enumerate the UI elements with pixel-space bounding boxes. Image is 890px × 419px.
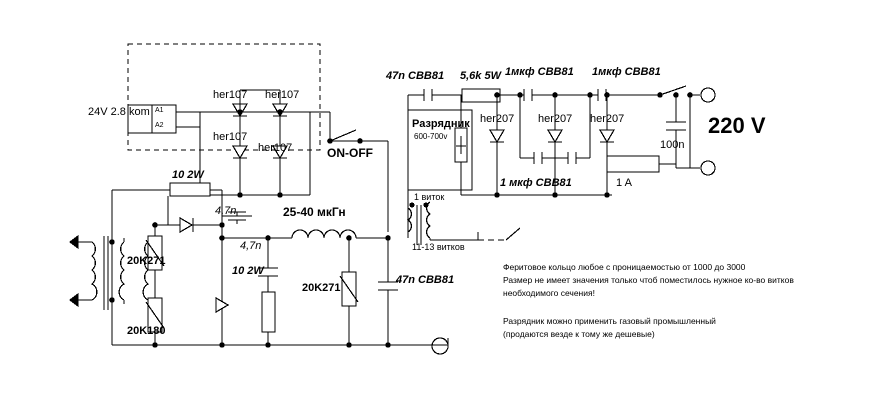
label-cap-1mkf-top-1: 1мкф CBB81 (505, 66, 574, 78)
input-connector (70, 236, 92, 306)
label-cap-47n-top: 47n CBB81 (386, 70, 445, 82)
label-her107-d: her107 (258, 142, 293, 154)
label-r-10-2w-bottom: 10 2W (232, 265, 264, 277)
coil-primary (92, 242, 97, 300)
label-cap-1mkf-bottom: 1 мкф CBB81 (500, 177, 572, 189)
output-terminal-bottom (701, 161, 715, 175)
label-r-5-6k-5w: 5,6k 5W (460, 70, 501, 82)
cap-100n (666, 95, 690, 168)
note-line-4: Разрядник можно применить газовый промышленный (503, 316, 716, 326)
label-terminal-a2: A2 (155, 122, 164, 129)
label-on-off: ON-OFF (327, 146, 373, 160)
label-her207-a: her207 (480, 113, 515, 125)
coil-secondary-1 (119, 242, 124, 300)
label-cap-4-7n-a: 4,7n (215, 205, 237, 217)
label-cap-47n-bottom: 47n CBB81 (396, 274, 455, 286)
note-line-3: необходимого сечения! (503, 288, 595, 298)
label-fuse-1a: 1 A (616, 177, 632, 189)
resistor-10-2w-top-body (170, 183, 210, 196)
label-varistor-20k271-a: 20K271 (127, 255, 166, 267)
cap-47n-cbb81-bottom (378, 238, 398, 345)
note-line-5: (продаются везде к тому же дешевые) (503, 329, 655, 339)
inductor-coil (268, 230, 388, 238)
label-output-voltage: 220 V (708, 113, 766, 138)
cap-1mkf-cbb81-1 (518, 89, 598, 101)
label-turns-11-13: 11-13 витков (412, 242, 465, 252)
label-cap-100n: 100n (660, 139, 685, 151)
label-cap-4-7n-b: 4,7n (240, 240, 262, 252)
label-varistor-20k271-c: 20K271 (302, 282, 341, 294)
note-line-2: Размер не имеет значения только чтоб поместилось нужное ко-во витков (503, 275, 794, 285)
output-switch (658, 86, 700, 97)
label-her107-a: her107 (213, 89, 248, 101)
diode-her107-3 (233, 146, 247, 158)
label-her107-c: her107 (213, 131, 248, 143)
label-her207-b: her207 (538, 113, 573, 125)
label-her207-c: her207 (590, 113, 625, 125)
resistor-10-2w-bottom-body (262, 292, 275, 332)
diode-left-upper (168, 218, 222, 232)
label-spark-gap: Разрядник (412, 118, 470, 130)
label-her107-b: her107 (265, 89, 300, 101)
label-supply-block: 24V 2.8 kom (88, 106, 150, 118)
cap-47n-cbb81-top (408, 89, 462, 101)
note-line-1: Феритовое кольцо любое с проницаемостью от 1000 до 3000 (503, 262, 746, 272)
label-terminal-a1: A1 (155, 107, 164, 114)
label-cap-1mkf-top-2: 1мкф CBB81 (592, 66, 661, 78)
coil-secondary-2 (143, 242, 148, 300)
fuse-1a-body (607, 156, 659, 172)
label-varistor-20k180: 20K180 (127, 325, 166, 337)
output-terminal-top (701, 88, 715, 102)
label-turns-1: 1 виток (414, 192, 445, 202)
label-inductor: 25-40 мкГн (283, 205, 346, 219)
label-r-10-2w-top: 10 2W (172, 169, 204, 181)
label-spark-gap-sub: 600-700v (414, 132, 448, 141)
